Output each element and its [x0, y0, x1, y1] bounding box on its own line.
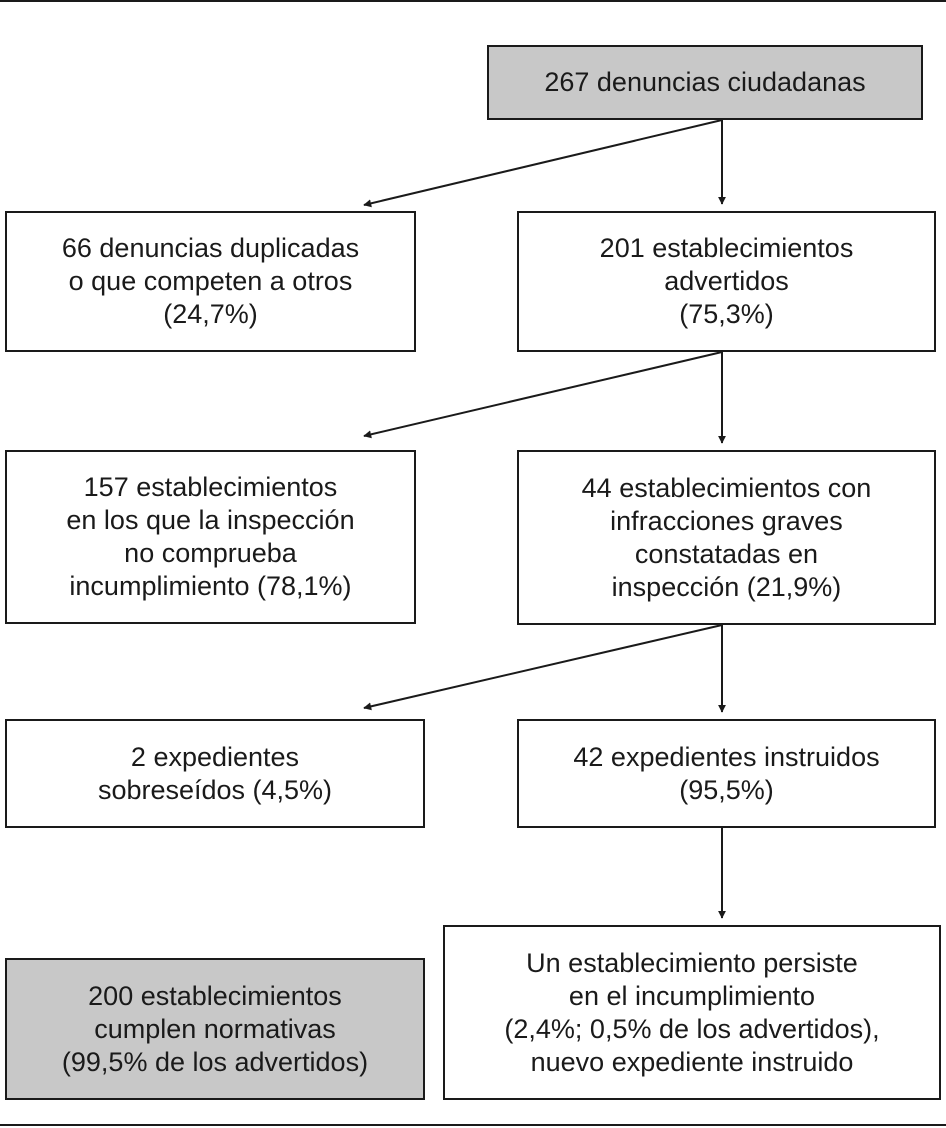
serious-box: [517, 450, 936, 625]
arrow-warned-to-no-breach: [364, 352, 722, 436]
no-breach-box: [5, 450, 416, 624]
no-breach-line-2: en los que la inspección: [66, 505, 355, 535]
warned-line-1: 201 establecimientos: [599, 233, 854, 263]
dismissed-line-1: 2 expedientes: [130, 741, 300, 772]
arrow-serious-to-dismissed: [364, 625, 722, 708]
warned-line-2: advertidos: [664, 266, 789, 296]
compliant-box: [5, 958, 425, 1100]
no-breach-line-1: 157 establecimientos: [83, 472, 338, 502]
duplicated-box: [5, 211, 416, 352]
no-breach-line-3: no comprueba: [124, 538, 297, 568]
no-breach-line-4: incumplimiento (78,1%): [69, 571, 352, 601]
root-line-1: 267 denuncias ciudadanas: [544, 67, 866, 97]
persists-line-2: en el incumplimiento: [568, 980, 816, 1011]
instructed-line-1: 42 expedientes instruidos: [573, 741, 880, 772]
duplicated-line-1: 66 denuncias duplicadas: [61, 233, 360, 263]
root-box-complaints: [487, 45, 923, 120]
dismissed-box: [5, 719, 425, 828]
duplicated-line-3: (24,7%): [163, 299, 258, 329]
duplicated-line-2: o que competen a otros: [68, 266, 353, 296]
persists-line-1: Un establecimiento persiste: [526, 947, 858, 978]
serious-line-2: infracciones graves: [610, 505, 843, 536]
arrow-root-to-duplicated: [364, 120, 722, 205]
instructed-line-2: (95,5%): [679, 774, 774, 805]
bottom-rule: [0, 1124, 946, 1126]
persists-box: [443, 925, 941, 1100]
dismissed-line-2: sobreseídos (4,5%): [97, 774, 333, 805]
warned-line-3: (75,3%): [679, 299, 774, 329]
warned-box: [517, 211, 936, 352]
persists-line-3: (2,4%; 0,5% de los advertidos),: [504, 1013, 880, 1044]
persists-line-4: nuevo expediente instruido: [530, 1046, 854, 1077]
compliant-line-2: cumplen normativas: [94, 1013, 336, 1044]
compliant-line-1: 200 establecimientos: [88, 980, 342, 1011]
compliant-line-3: (99,5% de los advertidos): [61, 1046, 369, 1077]
serious-line-4: inspección (21,9%): [611, 571, 842, 602]
instructed-box: [517, 719, 936, 828]
serious-line-3: constatadas en: [634, 538, 819, 569]
serious-line-1: 44 establecimientos con: [581, 472, 872, 503]
